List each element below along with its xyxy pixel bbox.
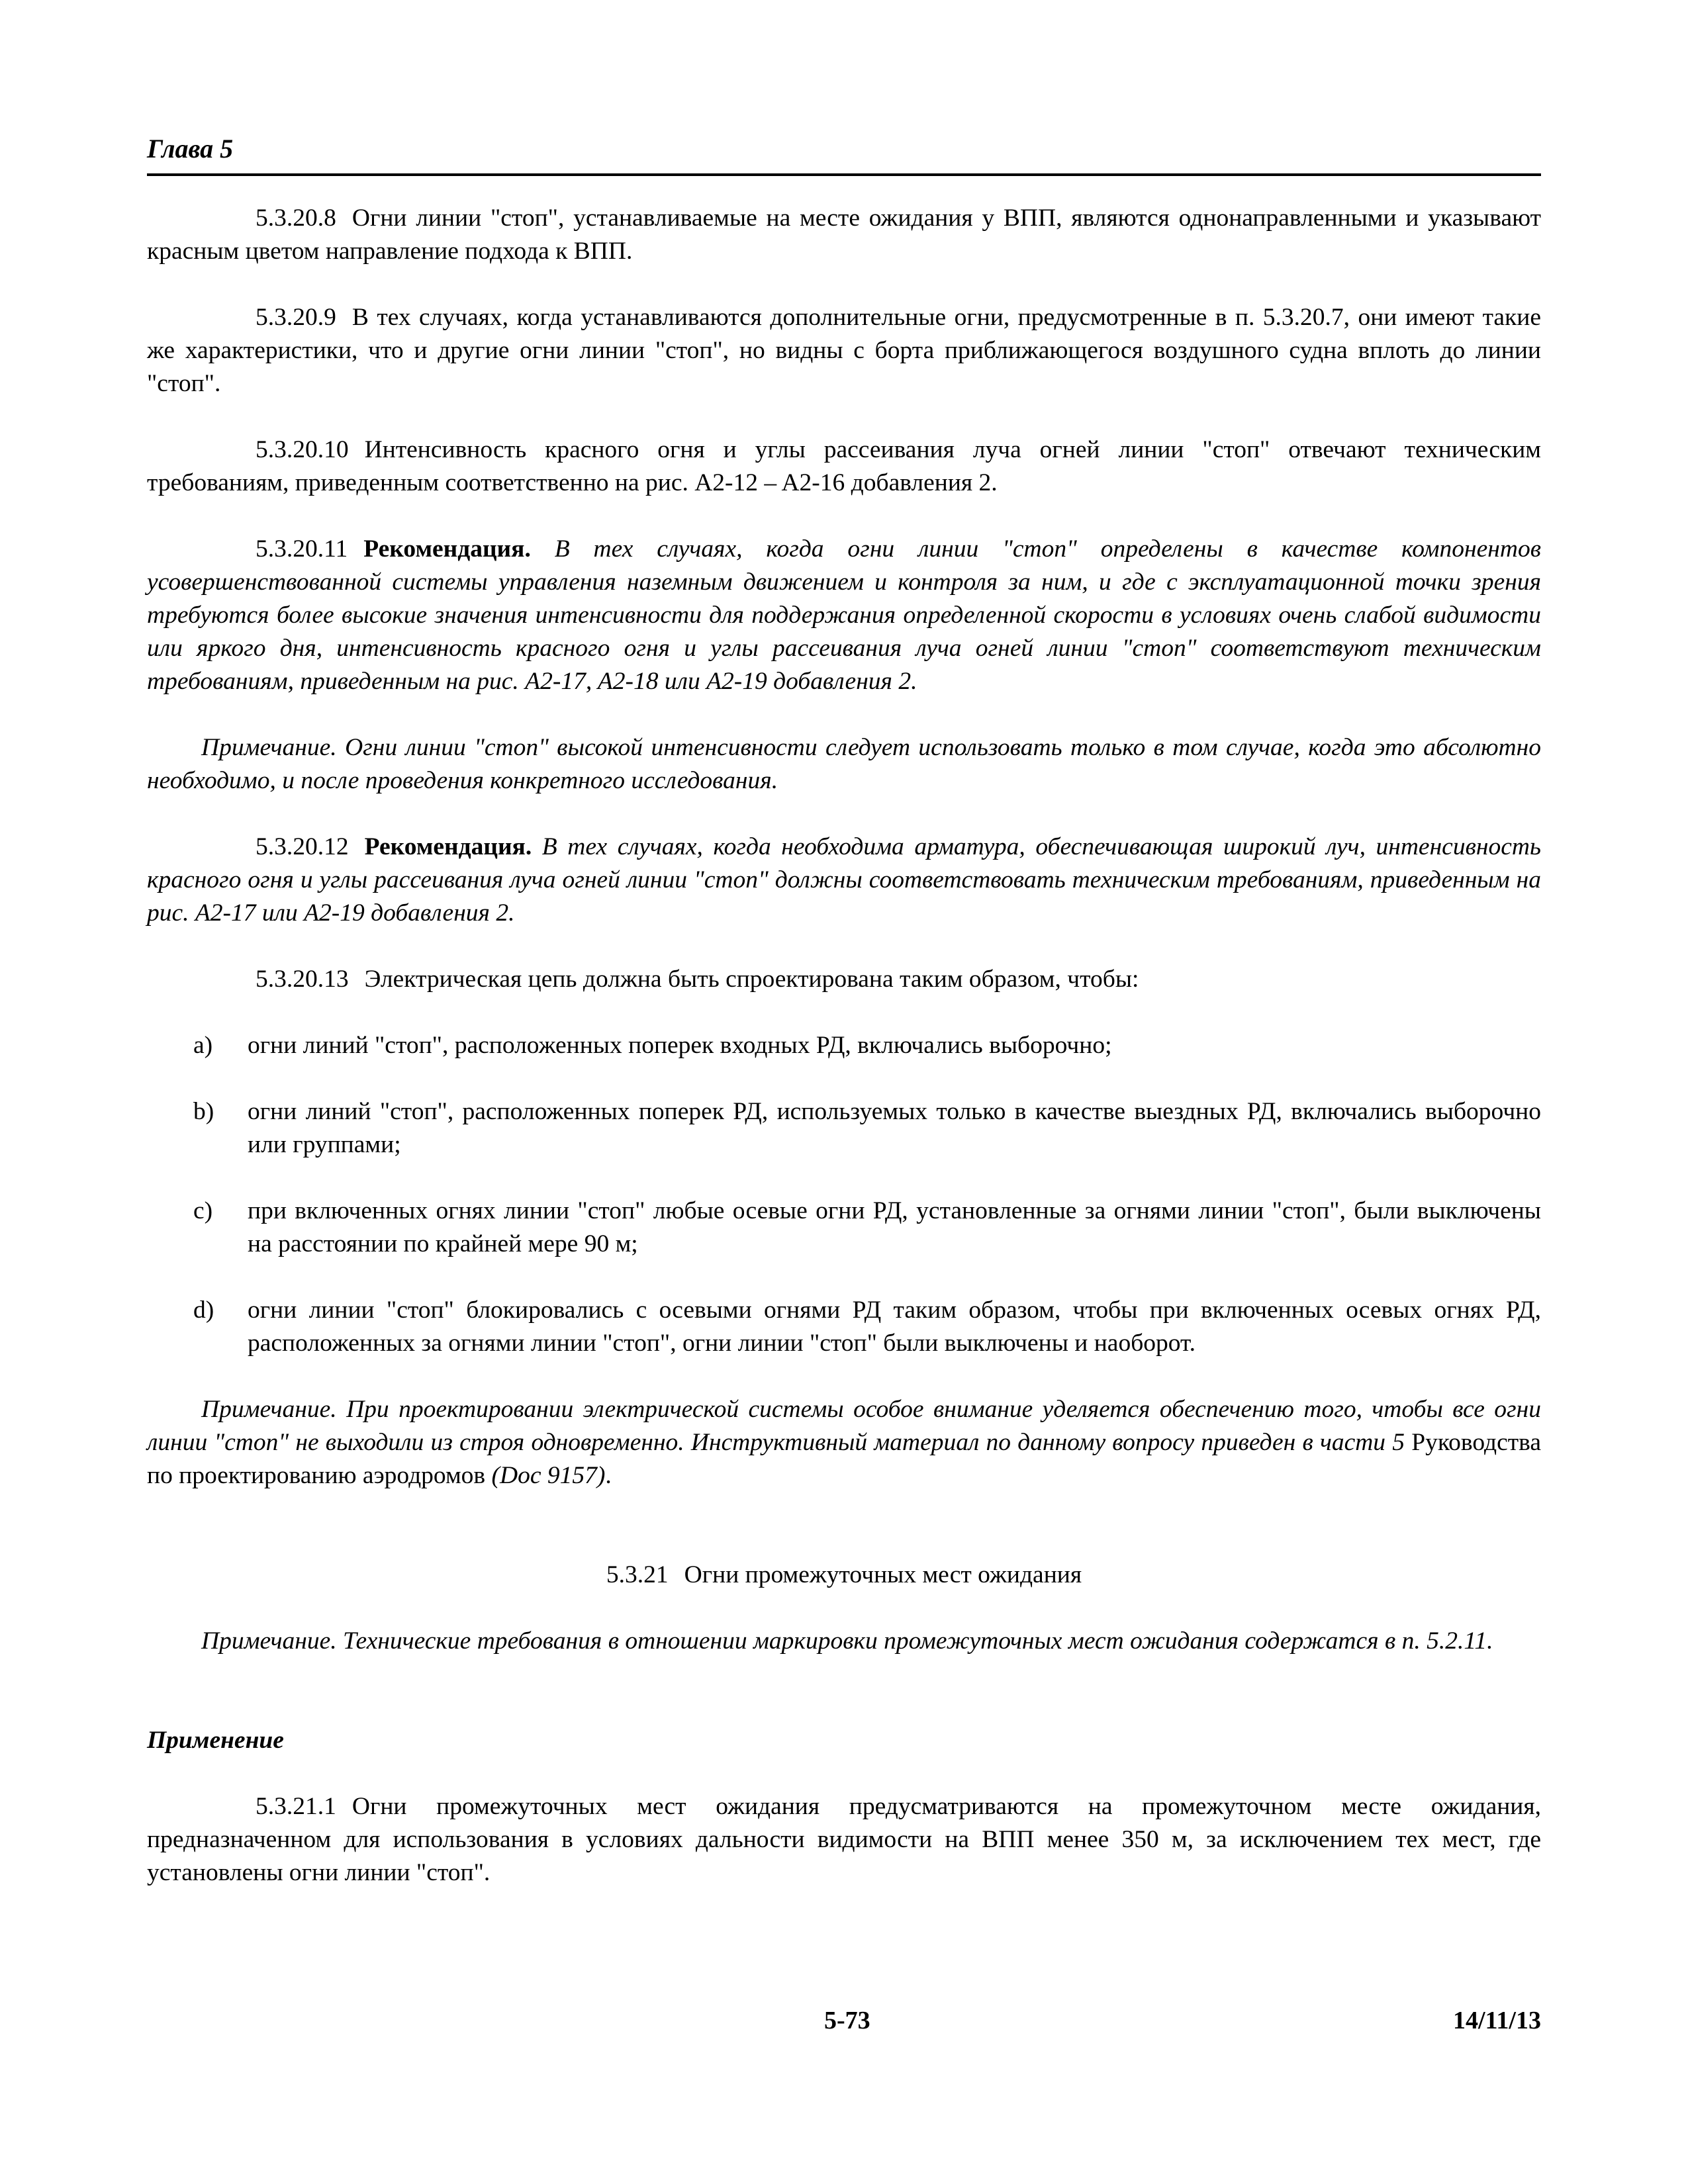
paragraph-text: В тех случаях, когда необходима арматура, обеспечивающая широкий луч, интенсивность красного огня и углы рассеивания луча огней линии "стоп" должны соответствовать техническим требованиям, приведенным на рис. A2-17 или A2-19 добавления 2. — [147, 833, 1541, 927]
paragraph-5-3-20-12 — [147, 831, 1541, 930]
section-title: Огни промежуточных мест ожидания — [684, 1561, 1082, 1588]
paragraph-text: В тех случаях, когда устанавливаются дополнительные огни, предусмотренные в п. 5.3.20.7, они имеют такие же характеристики, что и другие огни линии "стоп", но видны с борта приближающегося воздушного судна вплоть до линии "стоп". — [147, 304, 1541, 397]
page-header — [147, 132, 1541, 176]
section-heading — [147, 1559, 1541, 1592]
paragraph-5-3-20-8 — [147, 202, 1541, 268]
paragraph-number: 5.3.20.10 — [256, 436, 349, 463]
list-item — [147, 1095, 1541, 1161]
list-item-label: a) — [193, 1032, 213, 1059]
doc-reference: (Doc 9157) — [491, 1462, 606, 1489]
paragraph-5-3-20-10 — [147, 433, 1541, 500]
paragraph-number: 5.3.20.9 — [256, 304, 336, 331]
list-item — [147, 1195, 1541, 1261]
paragraph-5-3-20-11 — [147, 533, 1541, 698]
subheading: Применение — [147, 1727, 284, 1754]
note-text: Примечание. При проектировании электрической системы особое внимание уделяется обеспечению того, чтобы все огни линии "стоп" не выходили из строя одновременно. Инструктивный материал по данному вопросу приведен в части 5 — [147, 1396, 1541, 1456]
paragraph-text: Огни линии "стоп", устанавливаемые на месте ожидания у ВПП, являются однонаправленными и указывают красным цветом направление подхода к ВПП. — [147, 205, 1541, 265]
paragraph-text: Интенсивность красного огня и углы рассеивания луча огней линии "стоп" отвечают техническим требованиям, приведенным соответственно на рис. A2-12 – A2-16 добавления 2. — [147, 436, 1541, 496]
page-number: 5-73 — [824, 2007, 870, 2034]
list-item-text: огни линий "стоп", расположенных поперек входных РД, включались выборочно; — [248, 1032, 1112, 1059]
list-item-label: d) — [193, 1297, 214, 1324]
recommendation-label: Рекомендация. — [364, 833, 532, 860]
list-item-text: при включенных огнях линии "стоп" любые осевые огни РД, установленные за огнями линии "стоп", были выключены на расстоянии по крайней мере 90 м; — [248, 1197, 1541, 1257]
paragraph-text: Электрическая цепь должна быть спроектирована таким образом, чтобы: — [364, 966, 1139, 993]
list-item — [147, 1029, 1541, 1062]
paragraph-5-3-21-1 — [147, 1790, 1541, 1889]
paragraph-number: 5.3.20.8 — [256, 205, 336, 232]
paragraph-number: 5.3.21.1 — [256, 1793, 336, 1820]
paragraph-number: 5.3.20.11 — [256, 535, 348, 563]
recommendation-label: Рекомендация. — [363, 535, 531, 563]
page-content — [147, 202, 1541, 1889]
paragraph-5-3-20-13 — [147, 963, 1541, 996]
list-item-text: огни линий "стоп", расположенных поперек РД, используемых только в качестве выездных РД, включались выборочно или группами; — [248, 1098, 1541, 1158]
note-marking: Примечание. Технические требования в отношении маркировки промежуточных мест ожидания содержатся в п. 5.2.11. — [201, 1627, 1493, 1655]
section-number: 5.3.21 — [606, 1561, 669, 1588]
chapter-title: Глава 5 — [147, 134, 234, 163]
paragraph-number: 5.3.20.13 — [256, 966, 349, 993]
list-item-label: c) — [193, 1197, 213, 1224]
note-electrical-system: Примечание. При проектировании электрической системы особое внимание уделяется обеспечению того, чтобы все огни линии "стоп" не выходили из строя одновременно. Инструктивный материал по данному вопросу приведен в части 5 Руководства по проектированию аэродромов (Doc 9157). — [147, 1396, 1542, 1489]
paragraph-text: В тех случаях, когда огни линии "стоп" определены в качестве компонентов усовершенствованной системы управления наземным движением и контроля за ним, и где с эксплуатационной точки зрения требуются более высокие значения интенсивности для поддержания определенной скорости в условиях очень слабой видимости или яркого дня, интенсивность красного огня и углы рассеивания луча огней линии "стоп" соответствуют техническим требованиям, приведенным на рис. A2-17, A2-18 или A2-19 добавления 2. — [147, 535, 1541, 695]
list-item-label: b) — [193, 1098, 214, 1125]
list-item — [147, 1294, 1541, 1360]
page-date: 14/11/13 — [1452, 2007, 1541, 2034]
paragraph-number: 5.3.20.12 — [256, 833, 349, 860]
list-item-text: огни линии "стоп" блокировались с осевыми огнями РД таким образом, чтобы при включенных осевых огнях РД, расположенных за огнями линии "стоп", огни линии "стоп" были выключены и наоборот. — [248, 1297, 1541, 1357]
note-high-intensity: Примечание. Огни линии "стоп" высокой интенсивности следует использовать только в том случае, когда это абсолютно необходимо, и после проведения конкретного исследования. — [147, 734, 1541, 794]
paragraph-5-3-20-9 — [147, 301, 1541, 400]
manual-title: Руководства по проектированию аэродромов — [147, 1429, 1542, 1489]
paragraph-text: Огни промежуточных мест ожидания предусматриваются на промежуточном месте ожидания, предназначенном для использования в условиях дальности видимости на ВПП менее 350 м, за исключением тех мест, где установлены огни линии "стоп". — [147, 1793, 1541, 1886]
